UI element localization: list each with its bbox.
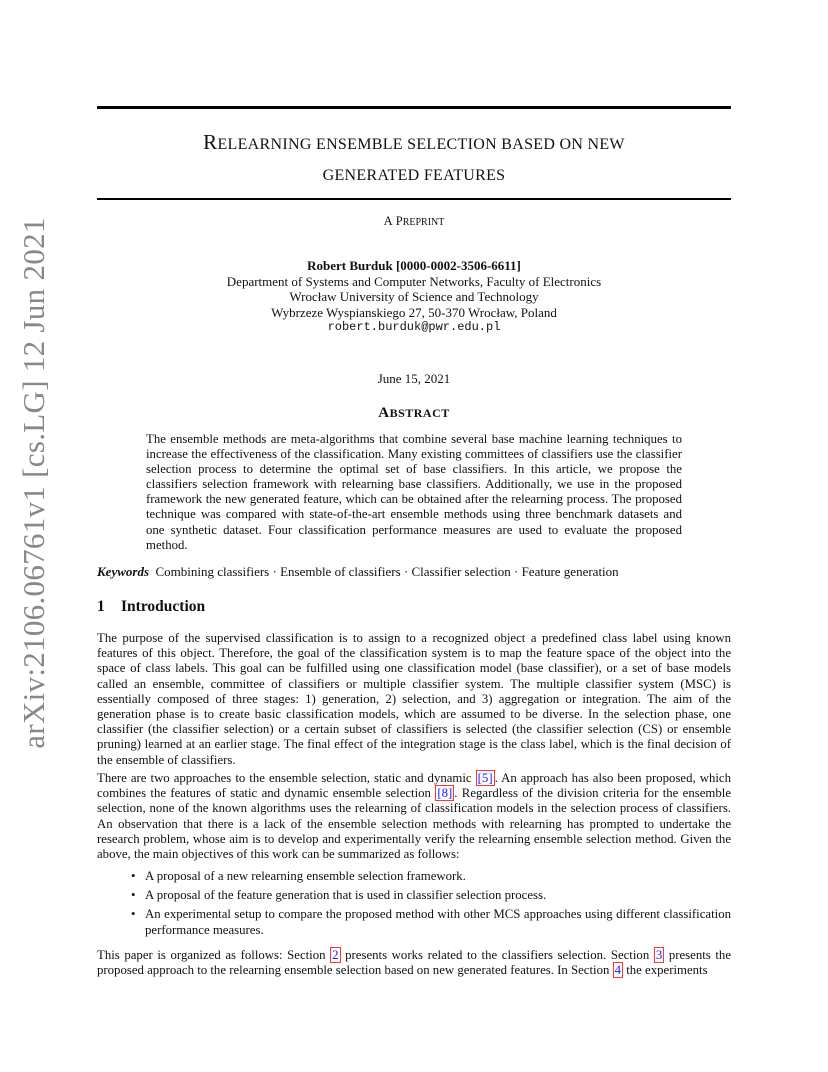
para3-text-d: the experiments: [623, 963, 708, 978]
intro-paragraph-3: [97, 948, 731, 978]
preprint-cap-a: A: [383, 214, 393, 228]
title-rule-top: [97, 106, 731, 109]
title-rule-bottom: [97, 198, 731, 200]
keywords-line: [97, 564, 731, 580]
preprint-rest: REPRINT: [402, 217, 445, 228]
section-link-3[interactable]: 3: [655, 948, 663, 962]
author-name: Robert Burduk [0000-0002-3506-6611]: [307, 258, 521, 273]
section-title: Introduction: [121, 598, 206, 615]
list-item: • A proposal of a new relearning ensemble selection framework.: [129, 869, 731, 884]
intro-paragraph-1: The purpose of the supervised classification is to assign to a recognized object a predefined class label using known features of this object. Therefore, the goal of the classification system is to map the feature space of the object into the space of class labels. This goal can be fulfilled using one classification model (base classifier), or a set of base models called an ensemble, committee of classifiers or multiple classifier system. The multiple classifier system (MSC) is essentially composed of three stages: 1) generation, 2) selection, and 3) aggregation or integration. The aim of the generation phase is to create basic classification models, which are assumed to be diverse. In the selection phase, one classifier (the classifier selection) or a certain subset of classifiers is selected (the classifier selection (CS) or ensemble pruning) learned at an earlier stage. The final effect of the integration stage is the class label, which is the final decision of the ensemble of classifiers.: [97, 631, 731, 767]
preprint-label: [97, 214, 731, 229]
keywords-label: Keywords: [97, 564, 149, 579]
title-line2: GENERATED FEATURES: [322, 167, 506, 184]
list-item: • A proposal of the feature generation that is used in classifier selection process.: [129, 888, 731, 903]
citation-link-5[interactable]: [5]: [477, 771, 493, 785]
author-address: Wybrzeze Wyspianskiego 27, 50-370 Wrocław, Poland: [271, 304, 557, 320]
section-link-2[interactable]: 2: [332, 948, 339, 962]
para3-text-c: presents the proposed approach to the relearning ensemble selection based on new generated features. In Section: [97, 948, 732, 978]
para2-text-a: There are two approaches to the ensemble selection, static and dynamic: [97, 771, 476, 785]
list-item: • An experimental setup to compare the proposed method with other MCS approaches using different classification performance measures.: [129, 907, 731, 937]
title-line1: ELEARNING ENSEMBLE SELECTION BASED ON NEW: [217, 136, 625, 153]
title-initial: R: [203, 130, 218, 154]
para2-text-c: . Regardless of the division criteria for the ensemble selection, none of the known algorithms uses the relearning of classification models in the selection process of classifiers. An observation that there is a lack of the ensemble selection methods with relearning has prompted to undertake the research problem, whose aim is to develop and experimentally verify the relearning ensemble selection method. Given the above, the main objectives of this work can be summarized as follows:: [97, 786, 731, 862]
para3-text-a: This paper is organized as follows: Section: [97, 948, 331, 962]
paper-date: June 15, 2021: [377, 371, 451, 386]
arxiv-watermark-text: arXiv:2106.06761v1 [cs.LG] 12 Jun 2021: [16, 217, 51, 749]
abstract-heading-initial: A: [378, 405, 390, 421]
abstract-heading: [97, 405, 731, 422]
citation-link-8[interactable]: [8]: [437, 786, 453, 801]
section-link-4[interactable]: 4: [614, 963, 621, 978]
keywords-text: Combining classifiers · Ensemble of classifiers · Classifier selection · Feature generation: [155, 564, 619, 579]
author-university: Wrocław University of Science and Technology: [289, 289, 539, 304]
author-block: [97, 258, 731, 336]
objectives-list: [129, 869, 731, 942]
section-heading: [97, 598, 205, 616]
intro-paragraph-2: [97, 771, 731, 862]
abstract-heading-rest: BSTRACT: [389, 406, 450, 420]
preprint-cap-p: P: [395, 214, 403, 228]
para2-text-b: . An approach has also been proposed, which combines the features of static and dynamic ensemble selection: [97, 771, 732, 801]
author-email[interactable]: robert.burduk@pwr.edu.pl: [327, 320, 501, 334]
para3-text-b: presents works related to the classifiers selection. Section: [340, 948, 654, 962]
section-number: 1: [97, 598, 105, 615]
paper-title: [97, 128, 731, 190]
abstract-text: The ensemble methods are meta-algorithms that combine several base machine learning techniques to increase the effectiveness of the classification. Many existing committees of classifiers use the classifier selection process to determine the optimal set of base classifiers. In this article, we propose the classifiers selection framework with relearning base classifiers. Additionally, we use in the proposed framework the new generated feature, which can be obtained after the relearning process. The proposed technique was compared with state-of-the-art ensemble methods using three benchmark datasets and one synthetic dataset. Four classification performance measures are used to evaluate the proposed method.: [146, 432, 682, 552]
author-department: Department of Systems and Computer Networks, Faculty of Electronics: [226, 273, 602, 289]
